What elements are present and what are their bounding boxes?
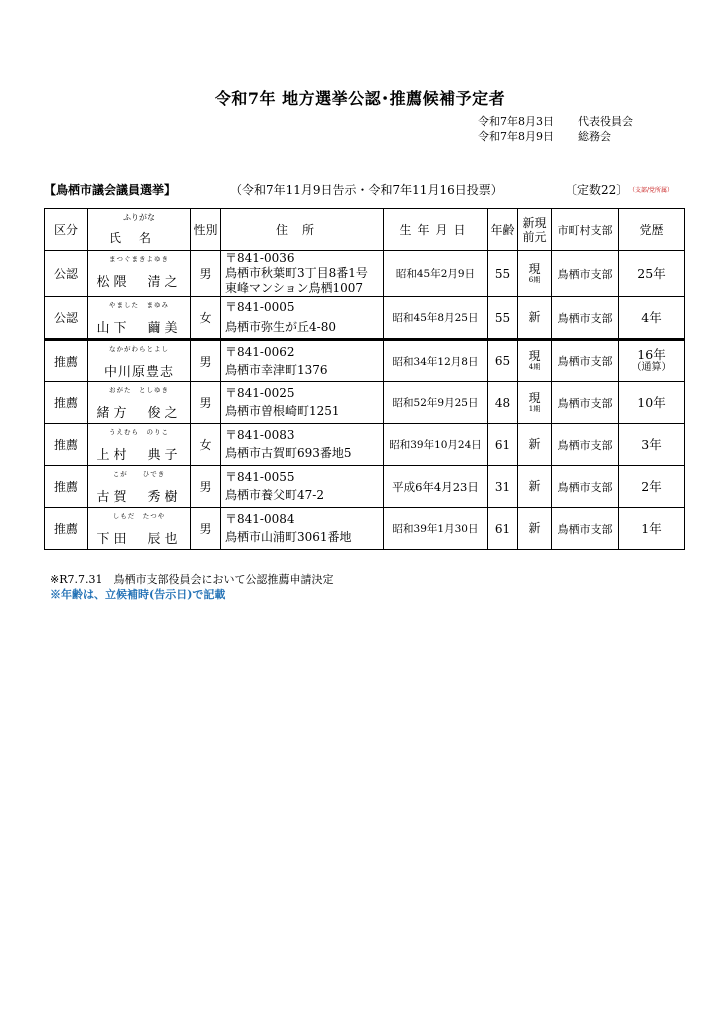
birth-cell: 昭和39年10月24日 xyxy=(384,424,488,466)
name-cell xyxy=(88,297,191,340)
address-line1: 鳥栖市秋葉町3丁目8番1号 xyxy=(225,266,368,280)
quota-note: （支部/党所属） xyxy=(629,187,674,194)
postal-code: 〒841-0036 xyxy=(225,251,295,265)
header-age: 年齢 xyxy=(488,209,518,251)
candidate-name: 下田 辰也 xyxy=(96,532,182,547)
header-status-line2: 前元 xyxy=(522,229,547,244)
decision-row xyxy=(478,129,633,144)
status-value: 新 xyxy=(528,437,541,451)
header-status xyxy=(518,209,552,251)
history-cell xyxy=(619,382,685,424)
address-cell xyxy=(221,466,384,508)
candidate-name: 緒方 俊之 xyxy=(96,406,182,421)
candidate-kana: まつぐまきよゆき xyxy=(109,255,169,263)
history-value: 2年 xyxy=(641,478,662,494)
table-row xyxy=(45,251,685,297)
age-cell: 31 xyxy=(488,466,518,508)
header-name-label: 氏名 xyxy=(108,231,169,245)
address-line2: 東峰マンション鳥栖1007 xyxy=(225,281,363,295)
terms-value: 4期 xyxy=(528,363,541,371)
name-cell xyxy=(88,251,191,297)
candidate-table xyxy=(44,208,685,550)
postal-code: 〒841-0005 xyxy=(225,300,295,314)
age-cell: 55 xyxy=(488,297,518,340)
category-cell: 推薦 xyxy=(45,466,88,508)
branch-cell: 鳥栖市支部 xyxy=(552,466,619,508)
header-furigana: ふりがな xyxy=(123,213,155,222)
category-cell: 公認 xyxy=(45,297,88,340)
election-header xyxy=(44,181,684,199)
gender-cell: 男 xyxy=(191,466,221,508)
header-branch: 市町村支部 xyxy=(552,209,619,251)
branch-cell: 鳥栖市支部 xyxy=(552,424,619,466)
postal-code: 〒841-0062 xyxy=(225,344,295,359)
table-row xyxy=(45,297,685,340)
category-cell: 推薦 xyxy=(45,424,88,466)
gender-cell: 女 xyxy=(191,424,221,466)
gender-cell: 男 xyxy=(191,382,221,424)
age-cell: 48 xyxy=(488,382,518,424)
candidate-name: 古賀 秀樹 xyxy=(96,490,182,505)
category-cell: 公認 xyxy=(45,251,88,297)
birth-cell: 平成6年4月23日 xyxy=(384,466,488,508)
status-cell xyxy=(518,297,552,340)
status-value: 新 xyxy=(528,479,541,493)
history-value: 3年 xyxy=(641,436,662,452)
address-cell xyxy=(221,340,384,382)
address-cell xyxy=(221,508,384,550)
category-cell: 推薦 xyxy=(45,340,88,382)
table-row xyxy=(45,340,685,382)
terms-value: 6期 xyxy=(528,275,541,284)
page-title: 令和7年 地方選挙公認･推薦候補予定者 xyxy=(214,89,506,108)
history-value: 1年 xyxy=(641,520,662,536)
branch-cell: 鳥栖市支部 xyxy=(552,508,619,550)
branch-cell: 鳥栖市支部 xyxy=(552,340,619,382)
name-cell xyxy=(88,340,191,382)
status-cell xyxy=(518,466,552,508)
decision-row xyxy=(478,114,633,129)
footnote-age: ※年齢は、立候補時(告示日)で記載 xyxy=(50,588,226,601)
history-cell xyxy=(619,508,685,550)
age-cell: 65 xyxy=(488,340,518,382)
candidate-name: 上村 典子 xyxy=(96,448,182,463)
name-cell xyxy=(88,382,191,424)
history-cell xyxy=(619,424,685,466)
status-cell xyxy=(518,382,552,424)
address-cell xyxy=(221,251,384,297)
history-value: 25年 xyxy=(637,265,666,281)
age-cell: 55 xyxy=(488,251,518,297)
category-cell: 推薦 xyxy=(45,382,88,424)
address-cell xyxy=(221,297,384,340)
gender-cell: 男 xyxy=(191,251,221,297)
age-cell: 61 xyxy=(488,508,518,550)
terms-value: 1期 xyxy=(528,404,541,413)
gender-cell: 女 xyxy=(191,297,221,340)
postal-code: 〒841-0083 xyxy=(225,428,295,442)
branch-cell: 鳥栖市支部 xyxy=(552,251,619,297)
status-cell xyxy=(518,340,552,382)
status-cell xyxy=(518,251,552,297)
branch-cell: 鳥栖市支部 xyxy=(552,382,619,424)
address-line1: 鳥栖市養父町47-2 xyxy=(225,488,324,502)
decision-body: 代表役員会 xyxy=(578,115,633,128)
table-row xyxy=(45,424,685,466)
status-cell xyxy=(518,508,552,550)
address-cell xyxy=(221,382,384,424)
birth-cell: 昭和45年2月9日 xyxy=(384,251,488,297)
age-cell: 61 xyxy=(488,424,518,466)
decision-dates xyxy=(478,114,633,144)
address-line1: 鳥栖市弥生が丘4-80 xyxy=(225,320,336,334)
header-gender: 性別 xyxy=(191,209,221,251)
address-line1: 鳥栖市山浦町3061番地 xyxy=(225,530,352,544)
birth-cell: 昭和39年1月30日 xyxy=(384,508,488,550)
header-category: 区分 xyxy=(45,209,88,251)
candidate-name: 中川原豊志 xyxy=(103,365,174,380)
header-birth: 生年月日 xyxy=(384,209,488,251)
header-name xyxy=(88,209,191,251)
category-cell: 推薦 xyxy=(45,508,88,550)
status-value: 現 xyxy=(528,261,541,276)
table-row xyxy=(45,466,685,508)
footnote-decision: ※R7.7.31 鳥栖市支部役員会において公認推薦申請決定 xyxy=(50,573,334,586)
status-value: 現 xyxy=(528,349,541,363)
candidate-kana: しもだ たつや xyxy=(112,512,166,520)
candidate-kana: うえむら のりこ xyxy=(109,428,169,436)
history-cell xyxy=(619,466,685,508)
decision-date: 令和7年8月3日 xyxy=(478,115,554,128)
address-cell xyxy=(221,424,384,466)
candidate-kana: なかがわらとよし xyxy=(109,345,169,353)
birth-cell: 昭和52年9月25日 xyxy=(384,382,488,424)
history-cell xyxy=(619,297,685,340)
address-line1: 鳥栖市古賀町693番地5 xyxy=(225,446,352,460)
gender-cell: 男 xyxy=(191,340,221,382)
status-value: 現 xyxy=(528,390,541,405)
birth-cell: 昭和34年12月8日 xyxy=(384,340,488,382)
header-address: 住所 xyxy=(221,209,384,251)
candidate-name: 松隈 清之 xyxy=(96,275,182,290)
history-value: 10年 xyxy=(637,394,666,410)
postal-code: 〒841-0084 xyxy=(225,512,295,526)
decision-date: 令和7年8月9日 xyxy=(478,130,554,143)
address-line1: 鳥栖市幸津町1376 xyxy=(225,362,328,377)
birth-cell: 昭和45年8月25日 xyxy=(384,297,488,340)
table-header-row xyxy=(45,209,685,251)
election-name: 【鳥栖市議会議員選挙】 xyxy=(44,183,177,197)
election-schedule: （令和7年11月9日告示・令和7年11月16日投票） xyxy=(230,183,503,197)
branch-cell: 鳥栖市支部 xyxy=(552,297,619,340)
name-cell xyxy=(88,508,191,550)
history-cell xyxy=(619,340,685,382)
history-value: 4年 xyxy=(641,309,662,325)
candidate-kana: やました まゆみ xyxy=(109,301,169,309)
decision-body: 総務会 xyxy=(578,130,611,143)
candidate-name: 山下 繭美 xyxy=(96,321,182,336)
seat-quota: 〔定数22〕 xyxy=(565,183,629,197)
header-history: 党歴 xyxy=(619,209,685,251)
table-row xyxy=(45,508,685,550)
address-line1: 鳥栖市曽根崎町1251 xyxy=(225,404,340,418)
name-cell xyxy=(88,424,191,466)
status-value: 新 xyxy=(528,310,541,324)
status-value: 新 xyxy=(528,521,541,535)
candidate-kana: こが ひでき xyxy=(112,470,166,478)
table-row xyxy=(45,382,685,424)
status-cell xyxy=(518,424,552,466)
candidate-kana: おがた としゆき xyxy=(109,386,169,394)
name-cell xyxy=(88,466,191,508)
history-note: （通算） xyxy=(631,362,672,373)
gender-cell: 男 xyxy=(191,508,221,550)
postal-code: 〒841-0055 xyxy=(225,470,295,484)
postal-code: 〒841-0025 xyxy=(225,386,295,400)
history-value: 16年 xyxy=(637,347,666,362)
header-status-line1: 新現 xyxy=(522,215,547,230)
history-cell xyxy=(619,251,685,297)
